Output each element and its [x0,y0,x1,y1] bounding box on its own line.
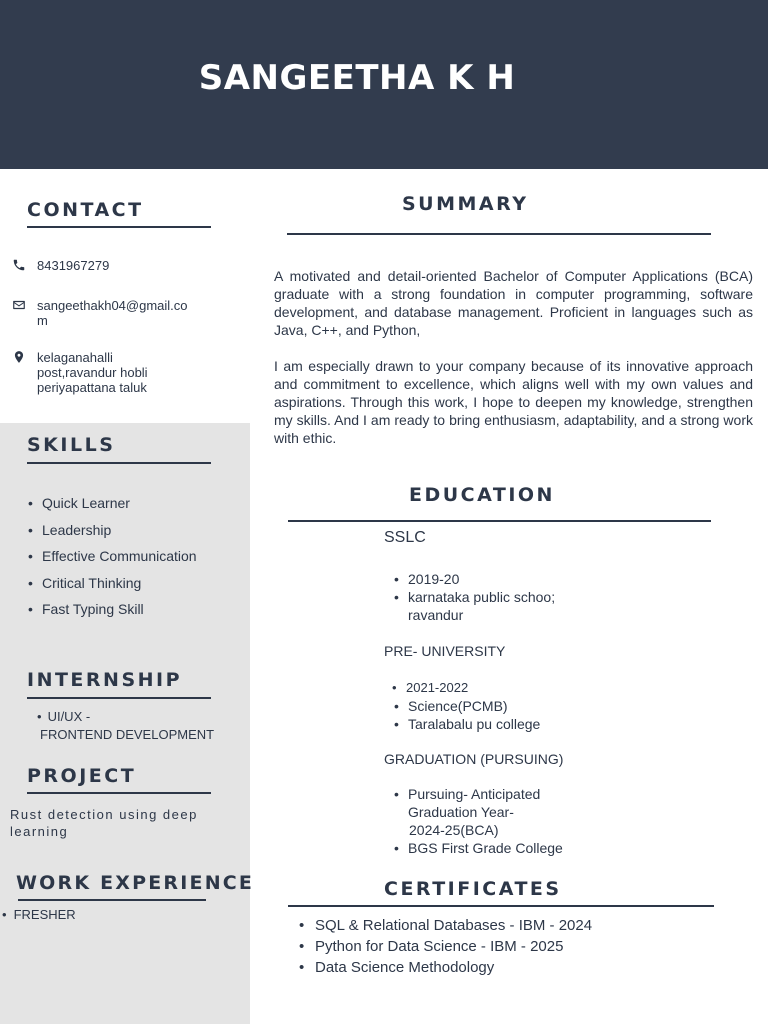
education-puc-list [408,679,540,733]
internship-divider [27,697,211,699]
summary-paragraph-1: A motivated and detail-oriented Bachelor of Computer Applications (BCA) graduate with a strong foundation in computer programming, software development, and database management. Proficient in languages such as Java, C++, and Python, [274,268,753,338]
certificates-divider [288,905,714,907]
list-item: • Fast Typing Skill [42,599,197,626]
education-graduation-title: GRADUATION (PURSUING) [384,751,564,767]
list-item: Graduation Year- [408,804,514,820]
contact-email [12,298,188,328]
work-experience-heading: WORK EXPERIENCE [16,872,255,894]
skills-divider [27,462,211,464]
contact-address [12,350,148,395]
list-item: 2024-25(BCA) [409,822,499,838]
list-item: ravandur [408,607,464,623]
email-address: sangeethakh04@gmail.co m [37,298,188,328]
list-item: • Data Science Methodology [315,957,592,978]
summary-paragraph-2: I am especially drawn to your company because of its innovative approach and commitment to excellence, which aligns well with my own values and aspirations. Through this work, I hope to deepen my knowledge, strengthen my skills. And I am ready to bring enthusiasm, adaptability, and a strong work with ethic. [274,358,753,446]
summary-divider [287,233,711,235]
education-sslc-list [408,570,555,624]
internship-heading: INTERNSHIP [27,669,183,691]
phone-icon [12,258,28,274]
list-item: • Science(PCMB) [408,697,540,715]
address-lines: kelaganahalli post,ravandur hobli periyapattana taluk [37,350,148,395]
education-sslc-title: SSLC [384,529,426,546]
skills-list [42,493,197,626]
list-item: • Pursuing- Anticipated [408,785,563,803]
education-divider [288,520,711,522]
education-graduation-list [408,785,563,857]
list-item: • Leadership [42,520,197,547]
work-experience-item: • FRESHER [2,907,76,922]
phone-number: 8431967279 [37,258,110,273]
list-item: • Critical Thinking [42,573,197,600]
list-item: • Effective Communication [42,546,197,573]
certificates-list [315,915,592,978]
education-puc-title: PRE- UNIVERSITY [384,643,506,659]
contact-divider [27,226,211,228]
list-item: • Quick Learner [42,493,197,520]
contact-heading: CONTACT [27,199,144,221]
summary-heading: SUMMARY [402,193,529,215]
project-heading: PROJECT [27,765,137,787]
header-banner [0,0,768,169]
list-item: • 2019-20 [408,570,555,588]
skills-heading: SKILLS [27,434,116,456]
candidate-name: SANGEETHA K H [198,58,516,98]
certificates-heading: CERTIFICATES [384,878,562,900]
list-item: • 2021-2022 [406,679,538,697]
internship-detail: FRONTEND DEVELOPMENT [40,727,215,742]
contact-phone [12,258,109,274]
list-item: • SQL & Relational Databases - IBM - 2024 [315,915,592,936]
internship-role: • UI/UX - [37,709,91,724]
work-experience-divider [18,899,206,901]
list-item: • Taralabalu pu college [408,715,540,733]
list-item: • karnataka public schoo; [408,588,555,606]
project-divider [27,792,211,794]
list-item: • BGS First Grade College [408,839,563,857]
education-heading: EDUCATION [409,484,555,506]
list-item: • Python for Data Science - IBM - 2025 [315,936,592,957]
location-pin-icon [12,350,28,366]
mail-icon [12,298,28,314]
project-description: Rust detection using deep learning [10,807,198,839]
